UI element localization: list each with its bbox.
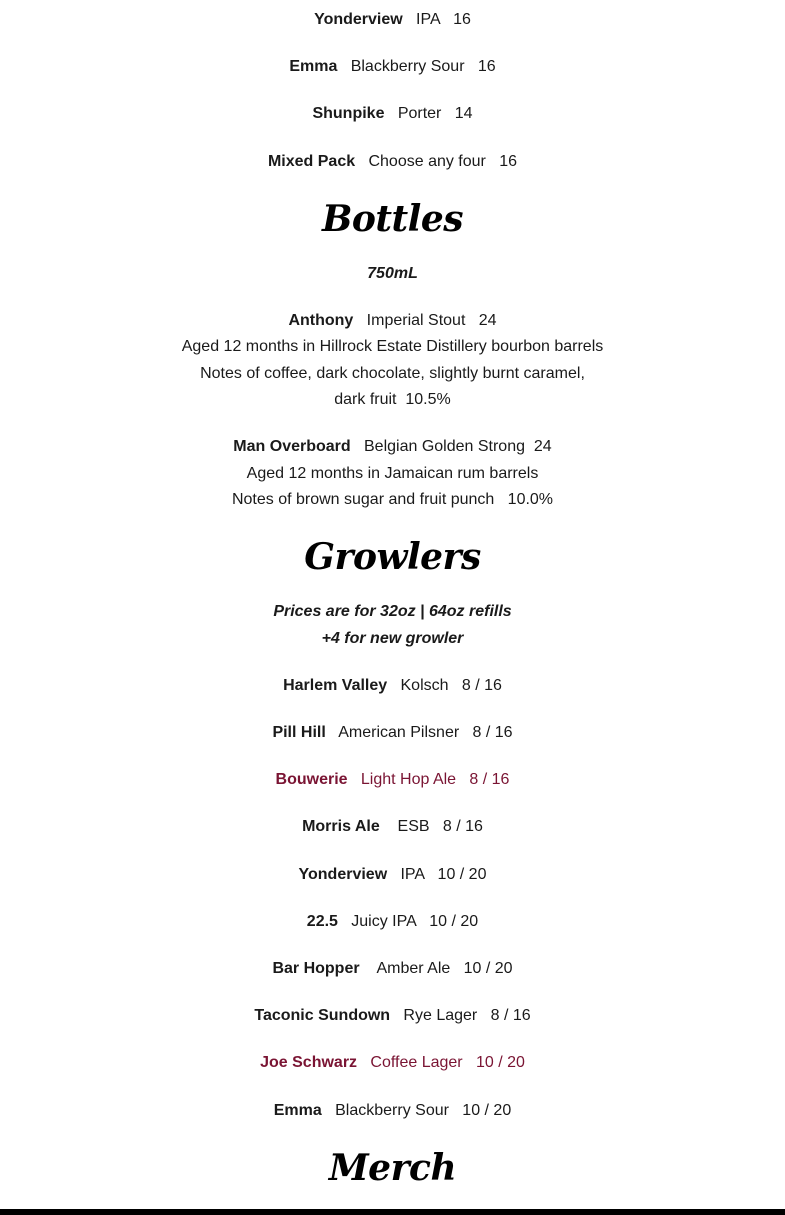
item-name: Harlem Valley [283,677,388,694]
growler-item [0,865,785,885]
item-name: Mixed Pack [267,153,356,170]
item-name: Yonderview [314,11,403,28]
growler-item [0,817,785,837]
footer-bar [0,1209,785,1215]
item-style: Blackberry Sour [335,1102,449,1119]
bottle-item-1-desc: Notes of brown sugar and fruit punch 10.0% [231,491,554,508]
item-price: 8 / 16 [461,677,502,694]
item-name: Emma [289,58,338,75]
item-style: Imperial Stout [366,312,466,329]
bottle-size-note: 750mL [367,265,418,282]
item-price: 10 / 20 [462,1102,512,1119]
item-name: Anthony [288,312,354,329]
item-name: Joe Schwarz [260,1054,358,1071]
item-price: 24 [533,438,552,455]
item-price: 16 [453,11,471,28]
menu-item-cans-2 [0,104,785,124]
item-style: Light Hop Ale [360,771,457,788]
bottle-item-0-title [0,311,785,331]
item-price: 10 / 20 [437,866,487,883]
item-style: American Pilsner [338,724,460,741]
item-style: Coffee Lager [370,1054,463,1071]
item-price: 10 / 20 [429,913,479,930]
item-style: Blackberry Sour [350,58,465,75]
bottle-item-0-desc: Notes of coffee, dark chocolate, slightly burnt caramel, [200,365,585,382]
item-style: Porter [397,105,442,122]
growler-item-highlighted [0,1053,785,1073]
item-price: 14 [454,105,473,122]
item-style: Amber Ale [376,960,451,977]
growler-item [0,1101,785,1121]
item-price: 8 / 16 [442,818,483,835]
item-style: Kolsch [400,677,449,694]
item-style: Juicy IPA [351,913,416,930]
item-name: Yonderview [298,866,388,883]
growler-new-note: +4 for new growler [321,630,464,647]
section-heading-merch: Merch [328,1147,457,1189]
growler-item [0,912,785,932]
item-name: Pill Hill [272,724,326,741]
growler-item-highlighted [0,770,785,790]
item-style: IPA [416,11,440,28]
item-name: Emma [273,1102,322,1119]
item-name: Morris Ale [302,818,380,835]
item-price: 8 / 16 [490,1007,531,1024]
item-style: Belgian Golden Strong [364,438,525,455]
item-name: 22.5 [306,913,338,930]
item-name: Bouwerie [275,771,348,788]
section-heading-growlers: Growlers [304,536,481,578]
item-name: Taconic Sundown [254,1007,391,1024]
bottle-item-0-desc: Aged 12 months in Hillrock Estate Distillery bourbon barrels [181,338,604,355]
bottle-item-1-title [0,437,785,457]
item-price: 10 / 20 [463,960,513,977]
growler-item [0,1006,785,1026]
item-name: Shunpike [312,105,385,122]
item-price: 24 [478,312,497,329]
item-style: ESB [397,818,430,835]
item-name: Man Overboard [233,438,351,455]
item-style: Choose any four [368,153,486,170]
menu-item-cans-1 [0,57,785,77]
growler-item [0,676,785,696]
item-price: 16 [499,153,518,170]
section-heading-bottles: Bottles [321,198,464,240]
item-price: 8 / 16 [472,724,513,741]
item-style: Rye Lager [403,1007,478,1024]
growler-item [0,723,785,743]
item-name: Bar Hopper [272,960,360,977]
item-price: 16 [477,58,496,75]
item-price: 10 / 20 [475,1054,525,1071]
growler-price-note: Prices are for 32oz | 64oz refills [273,603,512,620]
menu-item-cans-0 [0,10,785,30]
item-style: IPA [400,866,425,883]
item-price: 8 / 16 [469,771,510,788]
bottle-item-1-desc: Aged 12 months in Jamaican rum barrels [246,465,539,482]
growler-item [0,959,785,979]
menu-item-cans-3 [0,152,785,172]
bottle-item-0-desc: dark fruit 10.5% [334,391,451,408]
